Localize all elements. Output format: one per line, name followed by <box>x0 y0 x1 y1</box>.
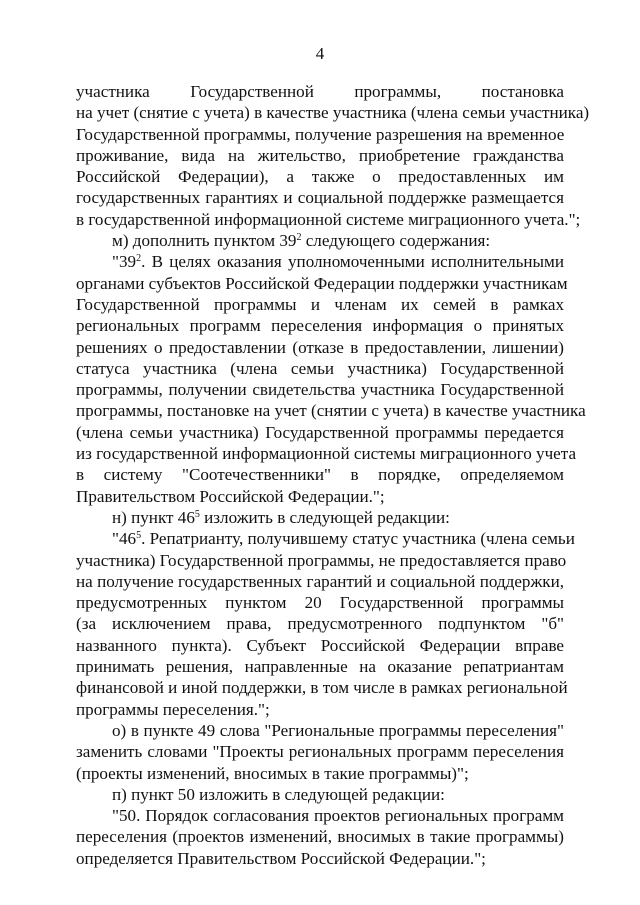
text-line <box>76 251 564 272</box>
text-line <box>76 635 564 656</box>
text-line-main: органами субъектов Российской Федерации поддержки участникам <box>76 273 568 293</box>
text-line-main: "50. Порядок согласования проектов региональных программ <box>112 806 564 826</box>
text-line <box>76 677 568 698</box>
text-line-main: н) пункт 46 <box>112 507 195 527</box>
text-line <box>76 741 564 762</box>
text-line-main: участника) Государственной программы, не предоставляется право <box>76 550 567 570</box>
superscript: 2 <box>296 232 302 244</box>
text-line <box>76 273 568 294</box>
text-line-main: (проекты изменений, вносимых в такие программы)"; <box>76 763 469 783</box>
text-line <box>76 337 564 358</box>
text-line <box>76 763 564 784</box>
text-line-main: переселения (проектов изменений, вносимых в такие программы) <box>76 827 564 847</box>
text-line-main: в систему "Соотечественники" в порядке, определяемом <box>76 465 564 485</box>
text-line <box>76 784 564 805</box>
text-line-main: статуса участника (члена семьи участника) Государственной <box>76 358 564 378</box>
text-line-rest: . Репатрианту, получившему статус участника (члена семьи <box>141 529 575 549</box>
text-line <box>76 699 564 720</box>
text-line <box>76 400 586 421</box>
text-line-rest: . В целях оказания уполномоченными исполнительными <box>141 252 564 272</box>
text-line-main: на получение государственных гарантий и социальной поддержки, <box>76 571 564 591</box>
text-line <box>76 656 564 677</box>
text-line <box>76 826 564 847</box>
text-line <box>76 358 564 379</box>
text-line <box>76 209 581 230</box>
text-line <box>76 315 564 336</box>
text-line-main: (за исключением права, предусмотренного подпунктом "б" <box>76 614 564 634</box>
text-line-main: принимать решения, направленные на оказание репатриантам <box>76 657 564 677</box>
text-line <box>76 571 564 592</box>
document-body <box>76 81 590 869</box>
text-line <box>76 592 564 613</box>
text-line <box>76 187 564 208</box>
text-line-main: из государственной информационной системы миграционного учета <box>76 444 577 464</box>
text-line <box>76 102 590 123</box>
superscript: 5 <box>136 530 142 542</box>
text-line-main: названного пункта). Субъект Российской Федерации вправе <box>76 635 564 655</box>
text-line-main: Государственной программы и членам их семей в рамках <box>76 294 564 314</box>
text-line-main: финансовой и иной поддержки, в том числе в рамках региональной <box>76 678 568 698</box>
superscript: 5 <box>194 508 200 520</box>
text-line <box>76 145 564 166</box>
text-line-rest: следующего содержания: <box>301 231 491 251</box>
text-line <box>76 379 564 400</box>
text-line-main: Российской Федерации), а также о предоставленных им <box>76 167 564 187</box>
text-line <box>76 528 575 549</box>
text-line-main: участника Государственной программы, постановка <box>76 82 564 101</box>
text-line-main: Государственной программы, получение разрешения на временное <box>76 124 565 144</box>
text-line-main: (члена семьи участника) Государственной программы передается <box>76 422 564 442</box>
text-line-main: "39 <box>112 252 137 272</box>
text-line <box>76 613 564 634</box>
text-line <box>76 464 564 485</box>
superscript: 2 <box>136 253 142 265</box>
text-line-rest: изложить в следующей редакции: <box>199 507 450 527</box>
text-line <box>76 805 564 826</box>
text-line <box>76 720 564 741</box>
text-line <box>76 443 577 464</box>
text-line <box>76 550 567 571</box>
text-line-main: Правительством Российской Федерации."; <box>76 486 385 506</box>
page-number: 4 <box>315 44 325 63</box>
text-line-main: заменить словами "Проекты региональных программ переселения <box>76 742 564 762</box>
text-line-main: в государственной информационной системе миграционного учета."; <box>76 209 581 229</box>
text-line <box>76 486 564 507</box>
text-line-main: на учет (снятие с учета) в качестве участника (члена семьи участника) <box>76 103 590 123</box>
text-line-main: п) пункт 50 изложить в следующей редакции: <box>112 784 445 804</box>
text-line <box>76 422 564 443</box>
text-line <box>76 848 564 869</box>
text-line <box>76 81 564 102</box>
text-line-main: о) в пункте 49 слова "Региональные программы переселения" <box>112 720 564 740</box>
text-line-main: предусмотренных пунктом 20 Государственной программы <box>76 593 564 613</box>
text-line <box>76 166 564 187</box>
text-line <box>76 124 564 145</box>
text-line-main: программы, получении свидетельства участника Государственной <box>76 380 564 400</box>
text-line-main: м) дополнить пунктом 39 <box>112 231 297 251</box>
text-line-main: определяется Правительством Российской Федерации."; <box>76 848 486 868</box>
text-line <box>76 507 564 528</box>
text-line-main: проживание, вида на жительство, приобретение гражданства <box>76 145 564 165</box>
text-line-main: программы, постановке на учет (снятии с учета) в качестве участника <box>76 401 586 421</box>
text-line-main: региональных программ переселения информация о принятых <box>76 316 564 336</box>
text-line-main: решениях о предоставлении (отказе в предоставлении, лишении) <box>76 337 564 357</box>
text-line <box>76 230 564 251</box>
text-line <box>76 294 564 315</box>
text-line-main: "46 <box>112 529 137 549</box>
text-line-main: программы переселения."; <box>76 699 270 719</box>
text-line-main: государственных гарантиях и социальной поддержке размещается <box>76 188 564 208</box>
